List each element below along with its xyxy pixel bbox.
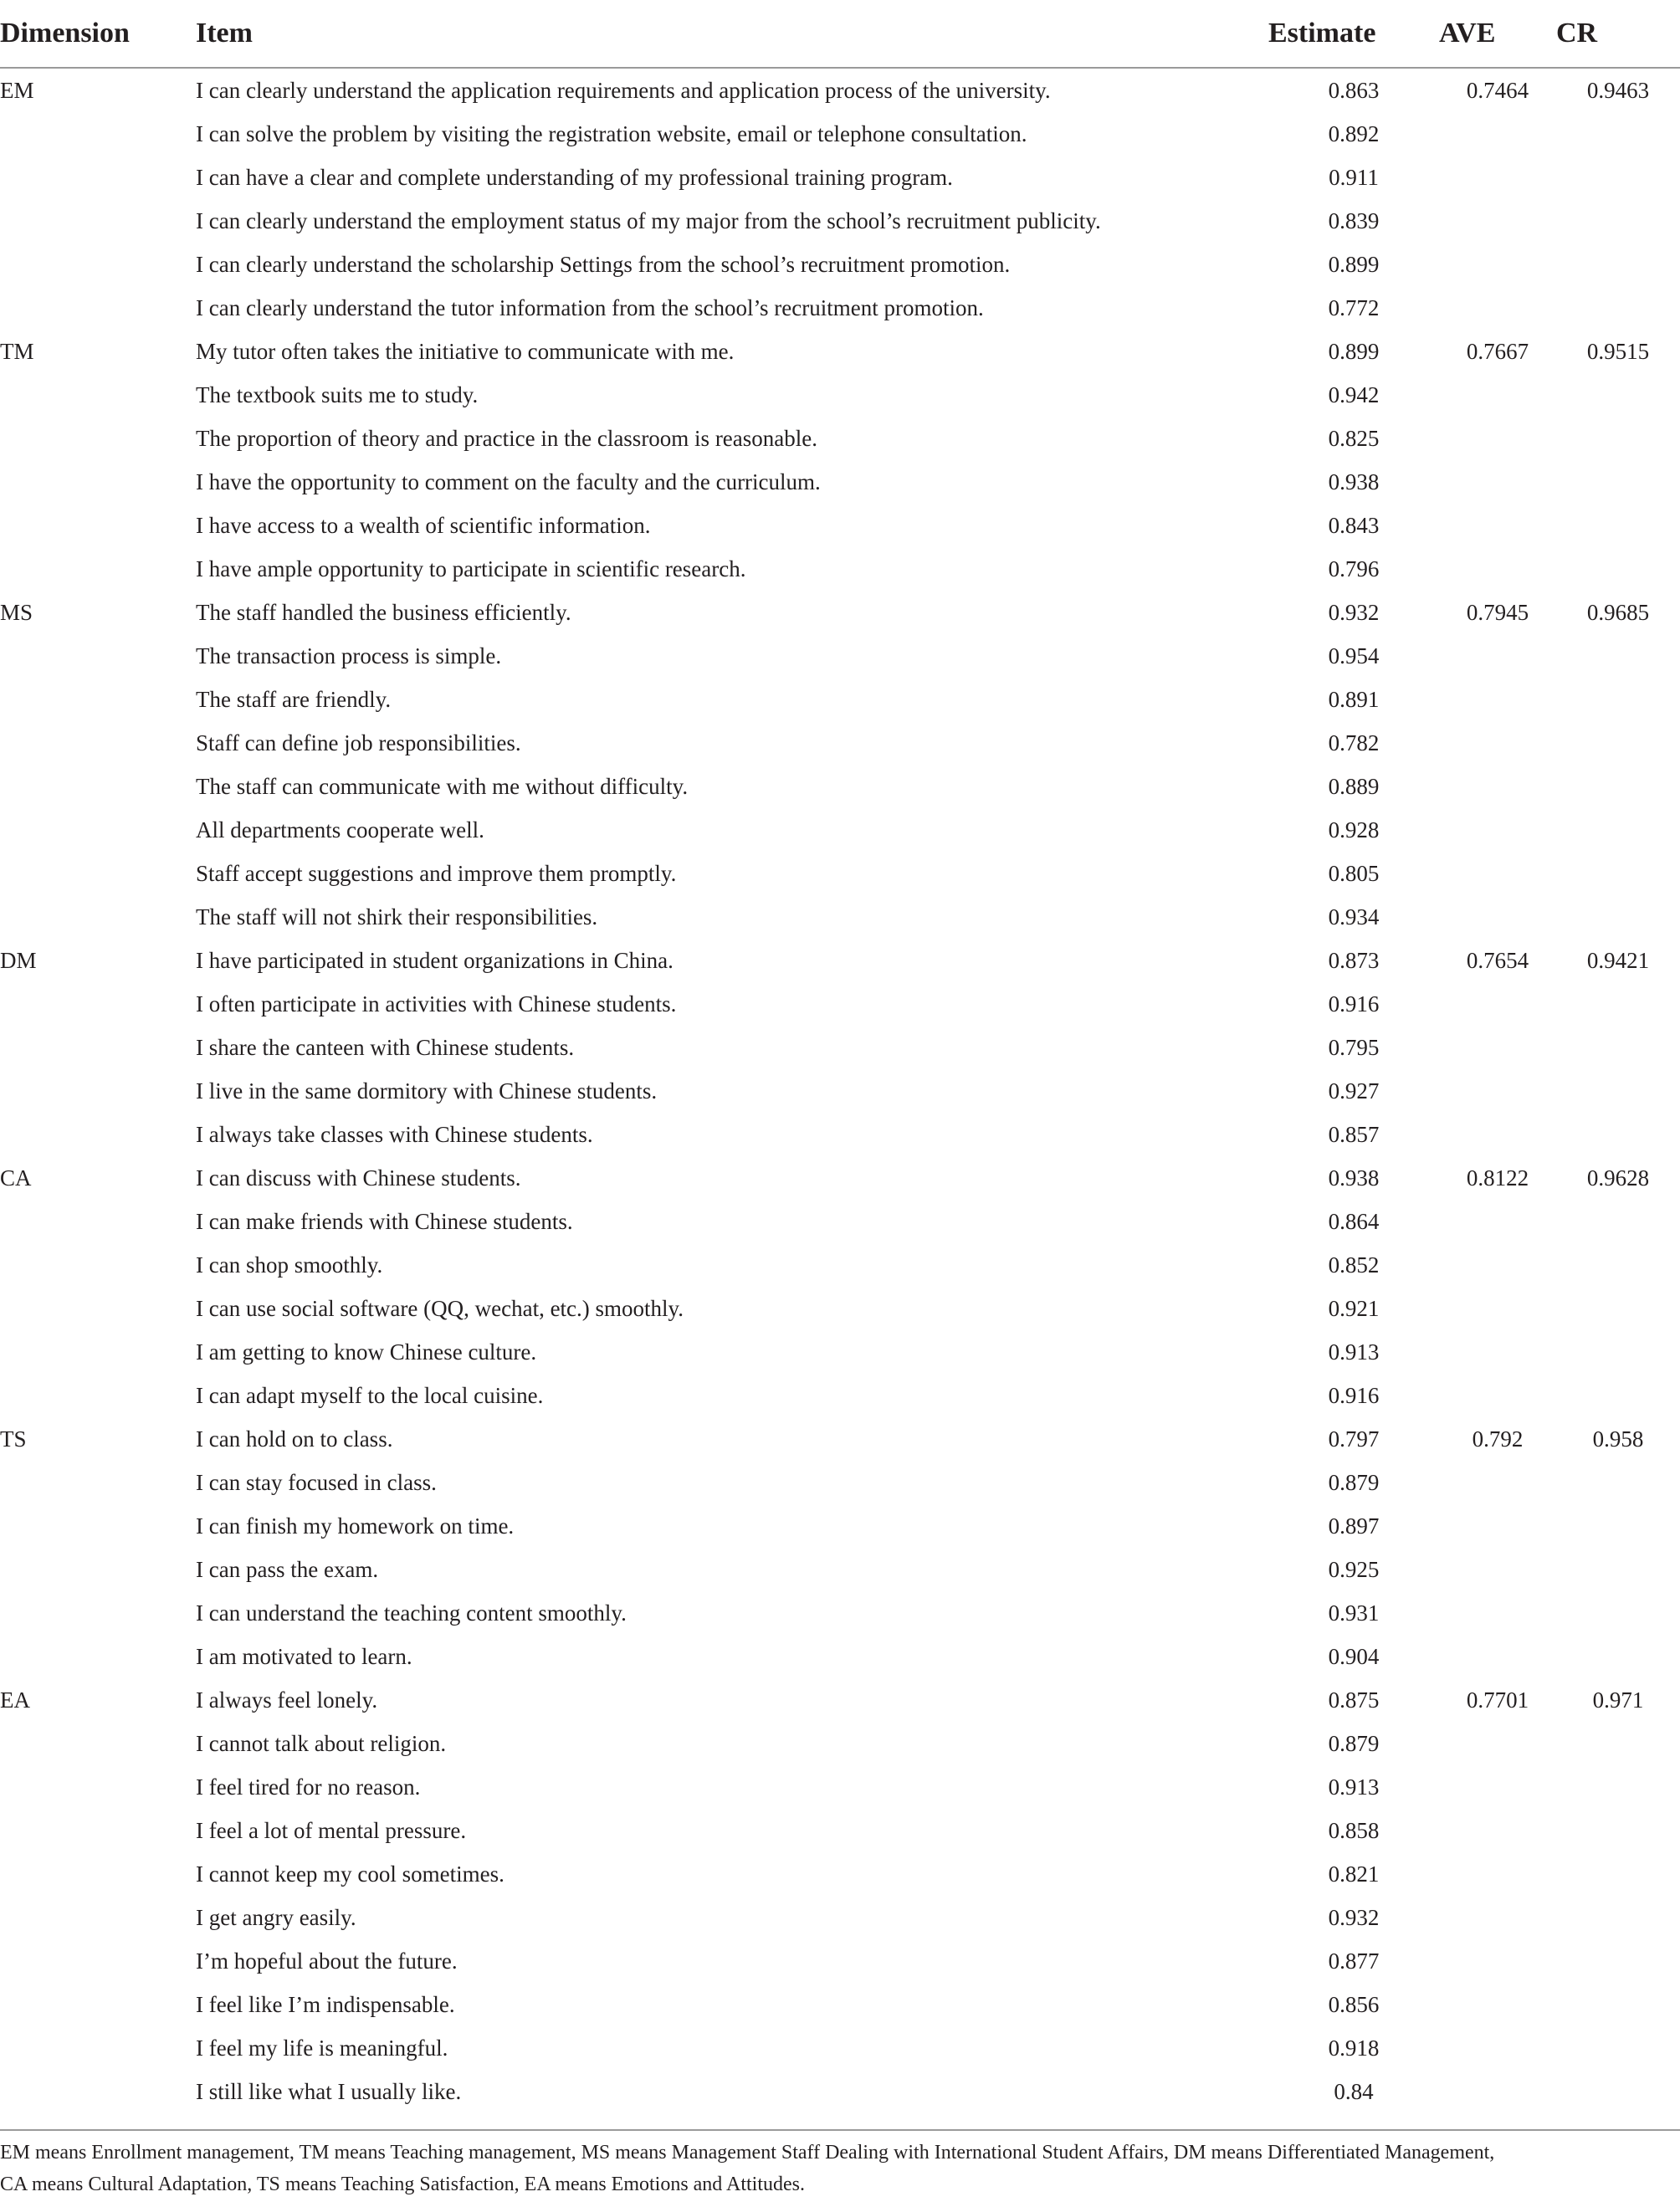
estimate-cell: 0.863: [1328, 77, 1380, 103]
item-cell: I can hold on to class.: [196, 1426, 393, 1452]
ave-cell: [1439, 1374, 1556, 1417]
table-row: [0, 678, 1680, 721]
item-cell: I can use social software (QQ, wechat, etc.) smoothly.: [196, 1295, 684, 1321]
ave-cell: [1439, 982, 1556, 1026]
ave-cell: [1439, 1722, 1556, 1765]
estimate-cell: 0.84: [1334, 2078, 1374, 2104]
footnote-line-2: CA means Cultural Adaptation, TS means Teaching Satisfaction, EA means Emotions and Attitudes.: [0, 2174, 805, 2195]
ave-cell: [1439, 1635, 1556, 1678]
ave-cell: [1439, 1330, 1556, 1374]
estimate-cell: 0.925: [1328, 1556, 1380, 1582]
dimension-cell: [0, 1026, 196, 1069]
item-cell: I can stay focused in class.: [196, 1469, 437, 1495]
table-row: [0, 982, 1680, 1026]
cr-cell: [1556, 1504, 1680, 1548]
item-cell: I can understand the teaching content smoothly.: [196, 1600, 627, 1626]
item-cell: I can pass the exam.: [196, 1556, 379, 1582]
table-row: [0, 1896, 1680, 1939]
cr-cell: [1556, 895, 1680, 939]
dimension-cell: EM: [0, 77, 34, 103]
estimate-cell: 0.913: [1328, 1774, 1380, 1800]
cr-cell: [1556, 1461, 1680, 1504]
item-cell: The proportion of theory and practice in the classroom is reasonable.: [196, 425, 818, 451]
estimate-cell: 0.879: [1328, 1730, 1380, 1756]
ave-cell: [1439, 1852, 1556, 1896]
table-row: [0, 68, 1680, 112]
estimate-cell: 0.797: [1328, 1426, 1380, 1452]
table-row: [0, 1200, 1680, 1243]
ave-cell: [1439, 460, 1556, 504]
estimate-cell: 0.891: [1328, 686, 1380, 712]
dimension-cell: [0, 1591, 196, 1635]
cr-cell: [1556, 243, 1680, 286]
cr-cell: [1556, 1591, 1680, 1635]
estimate-cell: 0.782: [1328, 730, 1380, 755]
cr-cell: [1556, 2026, 1680, 2070]
cr-cell: [1556, 156, 1680, 199]
estimate-cell: 0.875: [1328, 1687, 1380, 1713]
item-cell: The textbook suits me to study.: [196, 381, 479, 407]
estimate-cell: 0.857: [1328, 1121, 1380, 1147]
ave-cell: 0.7945: [1466, 599, 1529, 625]
item-cell: I am motivated to learn.: [196, 1643, 412, 1669]
table-row: [0, 1809, 1680, 1852]
dimension-cell: [0, 982, 196, 1026]
item-cell: I always take classes with Chinese students.: [196, 1121, 593, 1147]
cr-cell: [1556, 765, 1680, 808]
ave-cell: [1439, 808, 1556, 852]
dimension-cell: [0, 1939, 196, 1983]
table-row: [0, 591, 1680, 634]
item-cell: I can finish my homework on time.: [196, 1513, 515, 1539]
table-row: [0, 1417, 1680, 1461]
dimension-cell: [0, 1765, 196, 1809]
estimate-cell: 0.825: [1328, 425, 1380, 451]
header-estimate: Estimate: [1268, 0, 1439, 68]
cr-cell: [1556, 1243, 1680, 1287]
table-row: [0, 286, 1680, 330]
item-cell: I can clearly understand the employment status of my major from the school’s recruitment publicity.: [196, 207, 1101, 233]
table-row: [0, 852, 1680, 895]
ave-cell: [1439, 1548, 1556, 1591]
ave-cell: [1439, 1504, 1556, 1548]
dimension-cell: [0, 156, 196, 199]
estimate-cell: 0.843: [1328, 512, 1380, 538]
item-cell: Staff can define job responsibilities.: [196, 730, 521, 755]
estimate-cell: 0.954: [1328, 643, 1380, 668]
dimension-cell: [0, 2070, 196, 2113]
estimate-cell: 0.795: [1328, 1034, 1380, 1060]
dimension-cell: [0, 1330, 196, 1374]
dimension-cell: [0, 1983, 196, 2026]
table-row: [0, 2070, 1680, 2113]
cr-cell: [1556, 504, 1680, 547]
item-cell: I feel like I’m indispensable.: [196, 1991, 455, 2017]
item-cell: All departments cooperate well.: [196, 817, 484, 842]
estimate-cell: 0.931: [1328, 1600, 1380, 1626]
ave-cell: [1439, 1765, 1556, 1809]
ave-cell: [1439, 417, 1556, 460]
table-row: [0, 1330, 1680, 1374]
item-cell: I often participate in activities with Chinese students.: [196, 991, 677, 1016]
dimension-cell: MS: [0, 599, 33, 625]
estimate-cell: 0.916: [1328, 991, 1380, 1016]
cr-cell: [1556, 1330, 1680, 1374]
table-row: [0, 1156, 1680, 1200]
table-row: [0, 1939, 1680, 1983]
cr-cell: [1556, 286, 1680, 330]
item-cell: I always feel lonely.: [196, 1687, 378, 1713]
item-cell: I feel a lot of mental pressure.: [196, 1817, 467, 1843]
estimate-cell: 0.916: [1328, 1382, 1380, 1408]
table-row: [0, 765, 1680, 808]
ave-cell: [1439, 1983, 1556, 2026]
item-cell: I can clearly understand the application requirements and application process of the university.: [196, 77, 1051, 103]
header-dimension: Dimension: [0, 0, 196, 68]
ave-cell: [1439, 852, 1556, 895]
cr-cell: [1556, 1765, 1680, 1809]
estimate-cell: 0.858: [1328, 1817, 1380, 1843]
dimension-cell: [0, 808, 196, 852]
table-row: [0, 1113, 1680, 1156]
table-footnote: [0, 2137, 1680, 2200]
estimate-cell: 0.796: [1328, 556, 1380, 581]
item-cell: I can solve the problem by visiting the registration website, email or telephone consultation.: [196, 120, 1027, 146]
table-row: [0, 417, 1680, 460]
table-row: [0, 1852, 1680, 1896]
header-row: [0, 0, 1680, 68]
cr-cell: [1556, 1896, 1680, 1939]
table-row: [0, 2026, 1680, 2070]
table-row: [0, 1461, 1680, 1504]
item-cell: The staff will not shirk their responsibilities.: [196, 904, 598, 929]
ave-cell: [1439, 2026, 1556, 2070]
ave-cell: [1439, 721, 1556, 765]
item-cell: The staff are friendly.: [196, 686, 392, 712]
cr-cell: [1556, 1722, 1680, 1765]
ave-cell: [1439, 1026, 1556, 1069]
dimension-cell: [0, 243, 196, 286]
ave-cell: [1439, 2070, 1556, 2113]
table-bottom-rule: [0, 2129, 1680, 2131]
dimension-cell: [0, 1069, 196, 1113]
dimension-cell: [0, 504, 196, 547]
table-row: [0, 895, 1680, 939]
dimension-cell: [0, 1548, 196, 1591]
item-cell: I feel tired for no reason.: [196, 1774, 421, 1800]
table-row: [0, 1591, 1680, 1635]
dimension-cell: CA: [0, 1165, 32, 1191]
ave-cell: [1439, 243, 1556, 286]
ave-cell: [1439, 634, 1556, 678]
item-cell: I have access to a wealth of scientific information.: [196, 512, 651, 538]
ave-cell: 0.7667: [1466, 338, 1529, 364]
estimate-cell: 0.805: [1328, 860, 1380, 886]
ave-cell: [1439, 895, 1556, 939]
ave-cell: [1439, 1591, 1556, 1635]
dimension-cell: [0, 721, 196, 765]
dimension-cell: [0, 765, 196, 808]
estimate-cell: 0.877: [1328, 1948, 1380, 1974]
estimate-cell: 0.932: [1328, 1904, 1380, 1930]
dimension-cell: [0, 460, 196, 504]
estimate-cell: 0.839: [1328, 207, 1380, 233]
estimate-cell: 0.899: [1328, 251, 1380, 277]
ave-cell: [1439, 1939, 1556, 1983]
estimate-cell: 0.852: [1328, 1252, 1380, 1278]
cr-cell: [1556, 1548, 1680, 1591]
footnote-line-1: EM means Enrollment management, TM means Teaching management, MS means Management Staff Dealing with International Student Affairs, DM means Differentiated Management,: [0, 2142, 1495, 2163]
ave-cell: [1439, 765, 1556, 808]
cr-cell: [1556, 1635, 1680, 1678]
cr-cell: [1556, 460, 1680, 504]
cr-cell: [1556, 982, 1680, 1026]
dimension-cell: [0, 2026, 196, 2070]
cr-cell: [1556, 1852, 1680, 1896]
table-row: [0, 156, 1680, 199]
ave-cell: [1439, 112, 1556, 156]
table-row: [0, 1635, 1680, 1678]
ave-cell: [1439, 1200, 1556, 1243]
ave-cell: [1439, 1243, 1556, 1287]
item-cell: I feel my life is meaningful.: [196, 2035, 448, 2061]
item-cell: I can clearly understand the tutor information from the school’s recruitment promotion.: [196, 294, 984, 320]
table-row: [0, 808, 1680, 852]
ave-cell: [1439, 504, 1556, 547]
estimate-cell: 0.927: [1328, 1078, 1380, 1104]
cr-cell: [1556, 1200, 1680, 1243]
header-item: Item: [196, 0, 1268, 68]
estimate-cell: 0.942: [1328, 381, 1380, 407]
table-row: [0, 1722, 1680, 1765]
estimate-cell: 0.856: [1328, 1991, 1380, 2017]
table-row: [0, 460, 1680, 504]
dimension-cell: [0, 199, 196, 243]
cr-cell: [1556, 1113, 1680, 1156]
table-row: [0, 1548, 1680, 1591]
table-row: [0, 243, 1680, 286]
estimate-cell: 0.913: [1328, 1339, 1380, 1365]
cr-cell: [1556, 417, 1680, 460]
cr-cell: [1556, 634, 1680, 678]
ave-cell: [1439, 1287, 1556, 1330]
item-cell: The staff can communicate with me without difficulty.: [196, 773, 689, 799]
ave-cell: [1439, 1896, 1556, 1939]
ave-cell: 0.792: [1472, 1426, 1524, 1452]
dimension-cell: [0, 1809, 196, 1852]
header-ave: AVE: [1439, 0, 1556, 68]
dimension-cell: [0, 895, 196, 939]
ave-cell: 0.7654: [1466, 947, 1529, 973]
cr-cell: 0.9685: [1586, 599, 1650, 625]
cr-cell: [1556, 808, 1680, 852]
table-row: [0, 1678, 1680, 1722]
dimension-cell: [0, 678, 196, 721]
table-row: [0, 330, 1680, 373]
cr-cell: [1556, 678, 1680, 721]
cr-cell: [1556, 721, 1680, 765]
item-cell: I can clearly understand the scholarship Settings from the school’s recruitment promotion.: [196, 251, 1011, 277]
estimate-cell: 0.889: [1328, 773, 1380, 799]
estimate-cell: 0.934: [1328, 904, 1380, 929]
ave-cell: [1439, 678, 1556, 721]
cr-cell: 0.9515: [1586, 338, 1650, 364]
item-cell: I’m hopeful about the future.: [196, 1948, 458, 1974]
estimate-cell: 0.821: [1328, 1861, 1380, 1887]
table-row: [0, 1026, 1680, 1069]
dimension-cell: [0, 1287, 196, 1330]
item-cell: I have ample opportunity to participate in scientific research.: [196, 556, 746, 581]
estimate-cell: 0.918: [1328, 2035, 1380, 2061]
ave-cell: 0.7701: [1466, 1687, 1529, 1713]
table-row: [0, 1287, 1680, 1330]
dimension-cell: EA: [0, 1687, 30, 1713]
item-cell: I cannot talk about religion.: [196, 1730, 447, 1756]
item-cell: Staff accept suggestions and improve them promptly.: [196, 860, 677, 886]
dimension-cell: [0, 1113, 196, 1156]
dimension-cell: [0, 112, 196, 156]
cr-cell: [1556, 112, 1680, 156]
estimate-cell: 0.873: [1328, 947, 1380, 973]
estimate-cell: 0.772: [1328, 294, 1380, 320]
cr-cell: [1556, 1374, 1680, 1417]
cr-cell: [1556, 547, 1680, 591]
cr-cell: 0.9463: [1586, 77, 1650, 103]
item-cell: I have the opportunity to comment on the faculty and the curriculum.: [196, 469, 821, 494]
cr-cell: [1556, 1026, 1680, 1069]
cr-cell: [1556, 373, 1680, 417]
dimension-cell: TM: [0, 338, 34, 364]
dimension-cell: [0, 286, 196, 330]
ave-cell: [1439, 1809, 1556, 1852]
table-row: [0, 1765, 1680, 1809]
cr-cell: [1556, 1287, 1680, 1330]
table-row: [0, 939, 1680, 982]
ave-cell: [1439, 1113, 1556, 1156]
item-cell: I can discuss with Chinese students.: [196, 1165, 521, 1191]
table-row: [0, 199, 1680, 243]
ave-cell: 0.8122: [1466, 1165, 1529, 1191]
cr-cell: [1556, 2070, 1680, 2113]
ave-cell: [1439, 286, 1556, 330]
item-cell: I live in the same dormitory with Chinese students.: [196, 1078, 658, 1104]
estimate-cell: 0.897: [1328, 1513, 1380, 1539]
item-cell: My tutor often takes the initiative to communicate with me.: [196, 338, 735, 364]
table-row: [0, 634, 1680, 678]
table-row: [0, 373, 1680, 417]
ave-cell: [1439, 547, 1556, 591]
dimension-cell: [0, 1243, 196, 1287]
estimate-cell: 0.932: [1328, 599, 1380, 625]
estimate-cell: 0.921: [1328, 1295, 1380, 1321]
cr-cell: 0.971: [1592, 1687, 1644, 1713]
ave-cell: [1439, 199, 1556, 243]
dimension-cell: [0, 547, 196, 591]
cr-cell: [1556, 199, 1680, 243]
dimension-cell: [0, 1374, 196, 1417]
dimension-cell: [0, 417, 196, 460]
dimension-cell: [0, 1504, 196, 1548]
item-cell: I can shop smoothly.: [196, 1252, 383, 1278]
cr-cell: [1556, 1983, 1680, 2026]
item-cell: I cannot keep my cool sometimes.: [196, 1861, 505, 1887]
table-row: [0, 1374, 1680, 1417]
dimension-cell: [0, 852, 196, 895]
dimension-cell: [0, 1461, 196, 1504]
dimension-cell: DM: [0, 947, 37, 973]
ave-cell: [1439, 373, 1556, 417]
ave-cell: 0.7464: [1466, 77, 1529, 103]
ave-cell: [1439, 1069, 1556, 1113]
table-row: [0, 504, 1680, 547]
estimate-cell: 0.928: [1328, 817, 1380, 842]
estimate-cell: 0.938: [1328, 1165, 1380, 1191]
item-cell: I can make friends with Chinese students.: [196, 1208, 573, 1234]
item-cell: I still like what I usually like.: [196, 2078, 462, 2104]
item-cell: The transaction process is simple.: [196, 643, 502, 668]
dimension-cell: [0, 634, 196, 678]
estimate-cell: 0.899: [1328, 338, 1380, 364]
item-cell: The staff handled the business efficiently.: [196, 599, 571, 625]
estimate-cell: 0.911: [1329, 164, 1379, 190]
dimension-cell: [0, 1852, 196, 1896]
cr-cell: [1556, 1069, 1680, 1113]
ave-cell: [1439, 1461, 1556, 1504]
dimension-cell: [0, 1200, 196, 1243]
dimension-cell: [0, 1635, 196, 1678]
table-row: [0, 547, 1680, 591]
dimension-cell: [0, 1896, 196, 1939]
ave-cell: [1439, 156, 1556, 199]
item-cell: I am getting to know Chinese culture.: [196, 1339, 537, 1365]
cr-cell: 0.958: [1592, 1426, 1644, 1452]
dimension-cell: [0, 1722, 196, 1765]
item-cell: I get angry easily.: [196, 1904, 356, 1930]
item-cell: I can adapt myself to the local cuisine.: [196, 1382, 544, 1408]
estimate-cell: 0.864: [1328, 1208, 1380, 1234]
cr-cell: [1556, 1939, 1680, 1983]
table-row: [0, 1243, 1680, 1287]
item-cell: I have participated in student organizations in China.: [196, 947, 674, 973]
dimension-cell: TS: [0, 1426, 27, 1452]
cr-cell: 0.9628: [1586, 1165, 1650, 1191]
item-cell: I share the canteen with Chinese students.: [196, 1034, 575, 1060]
dimension-cell: [0, 373, 196, 417]
header-cr: CR: [1556, 0, 1680, 68]
table-row: [0, 1069, 1680, 1113]
estimate-cell: 0.879: [1328, 1469, 1380, 1495]
item-cell: I can have a clear and complete understanding of my professional training program.: [196, 164, 953, 190]
estimate-cell: 0.938: [1328, 469, 1380, 494]
cr-cell: [1556, 1809, 1680, 1852]
table-body: [0, 68, 1680, 2113]
table-row: [0, 112, 1680, 156]
estimate-cell: 0.904: [1328, 1643, 1380, 1669]
table-row: [0, 1504, 1680, 1548]
cr-cell: 0.9421: [1586, 947, 1650, 973]
estimate-cell: 0.892: [1328, 120, 1380, 146]
table-row: [0, 721, 1680, 765]
cr-cell: [1556, 852, 1680, 895]
table-row: [0, 1983, 1680, 2026]
